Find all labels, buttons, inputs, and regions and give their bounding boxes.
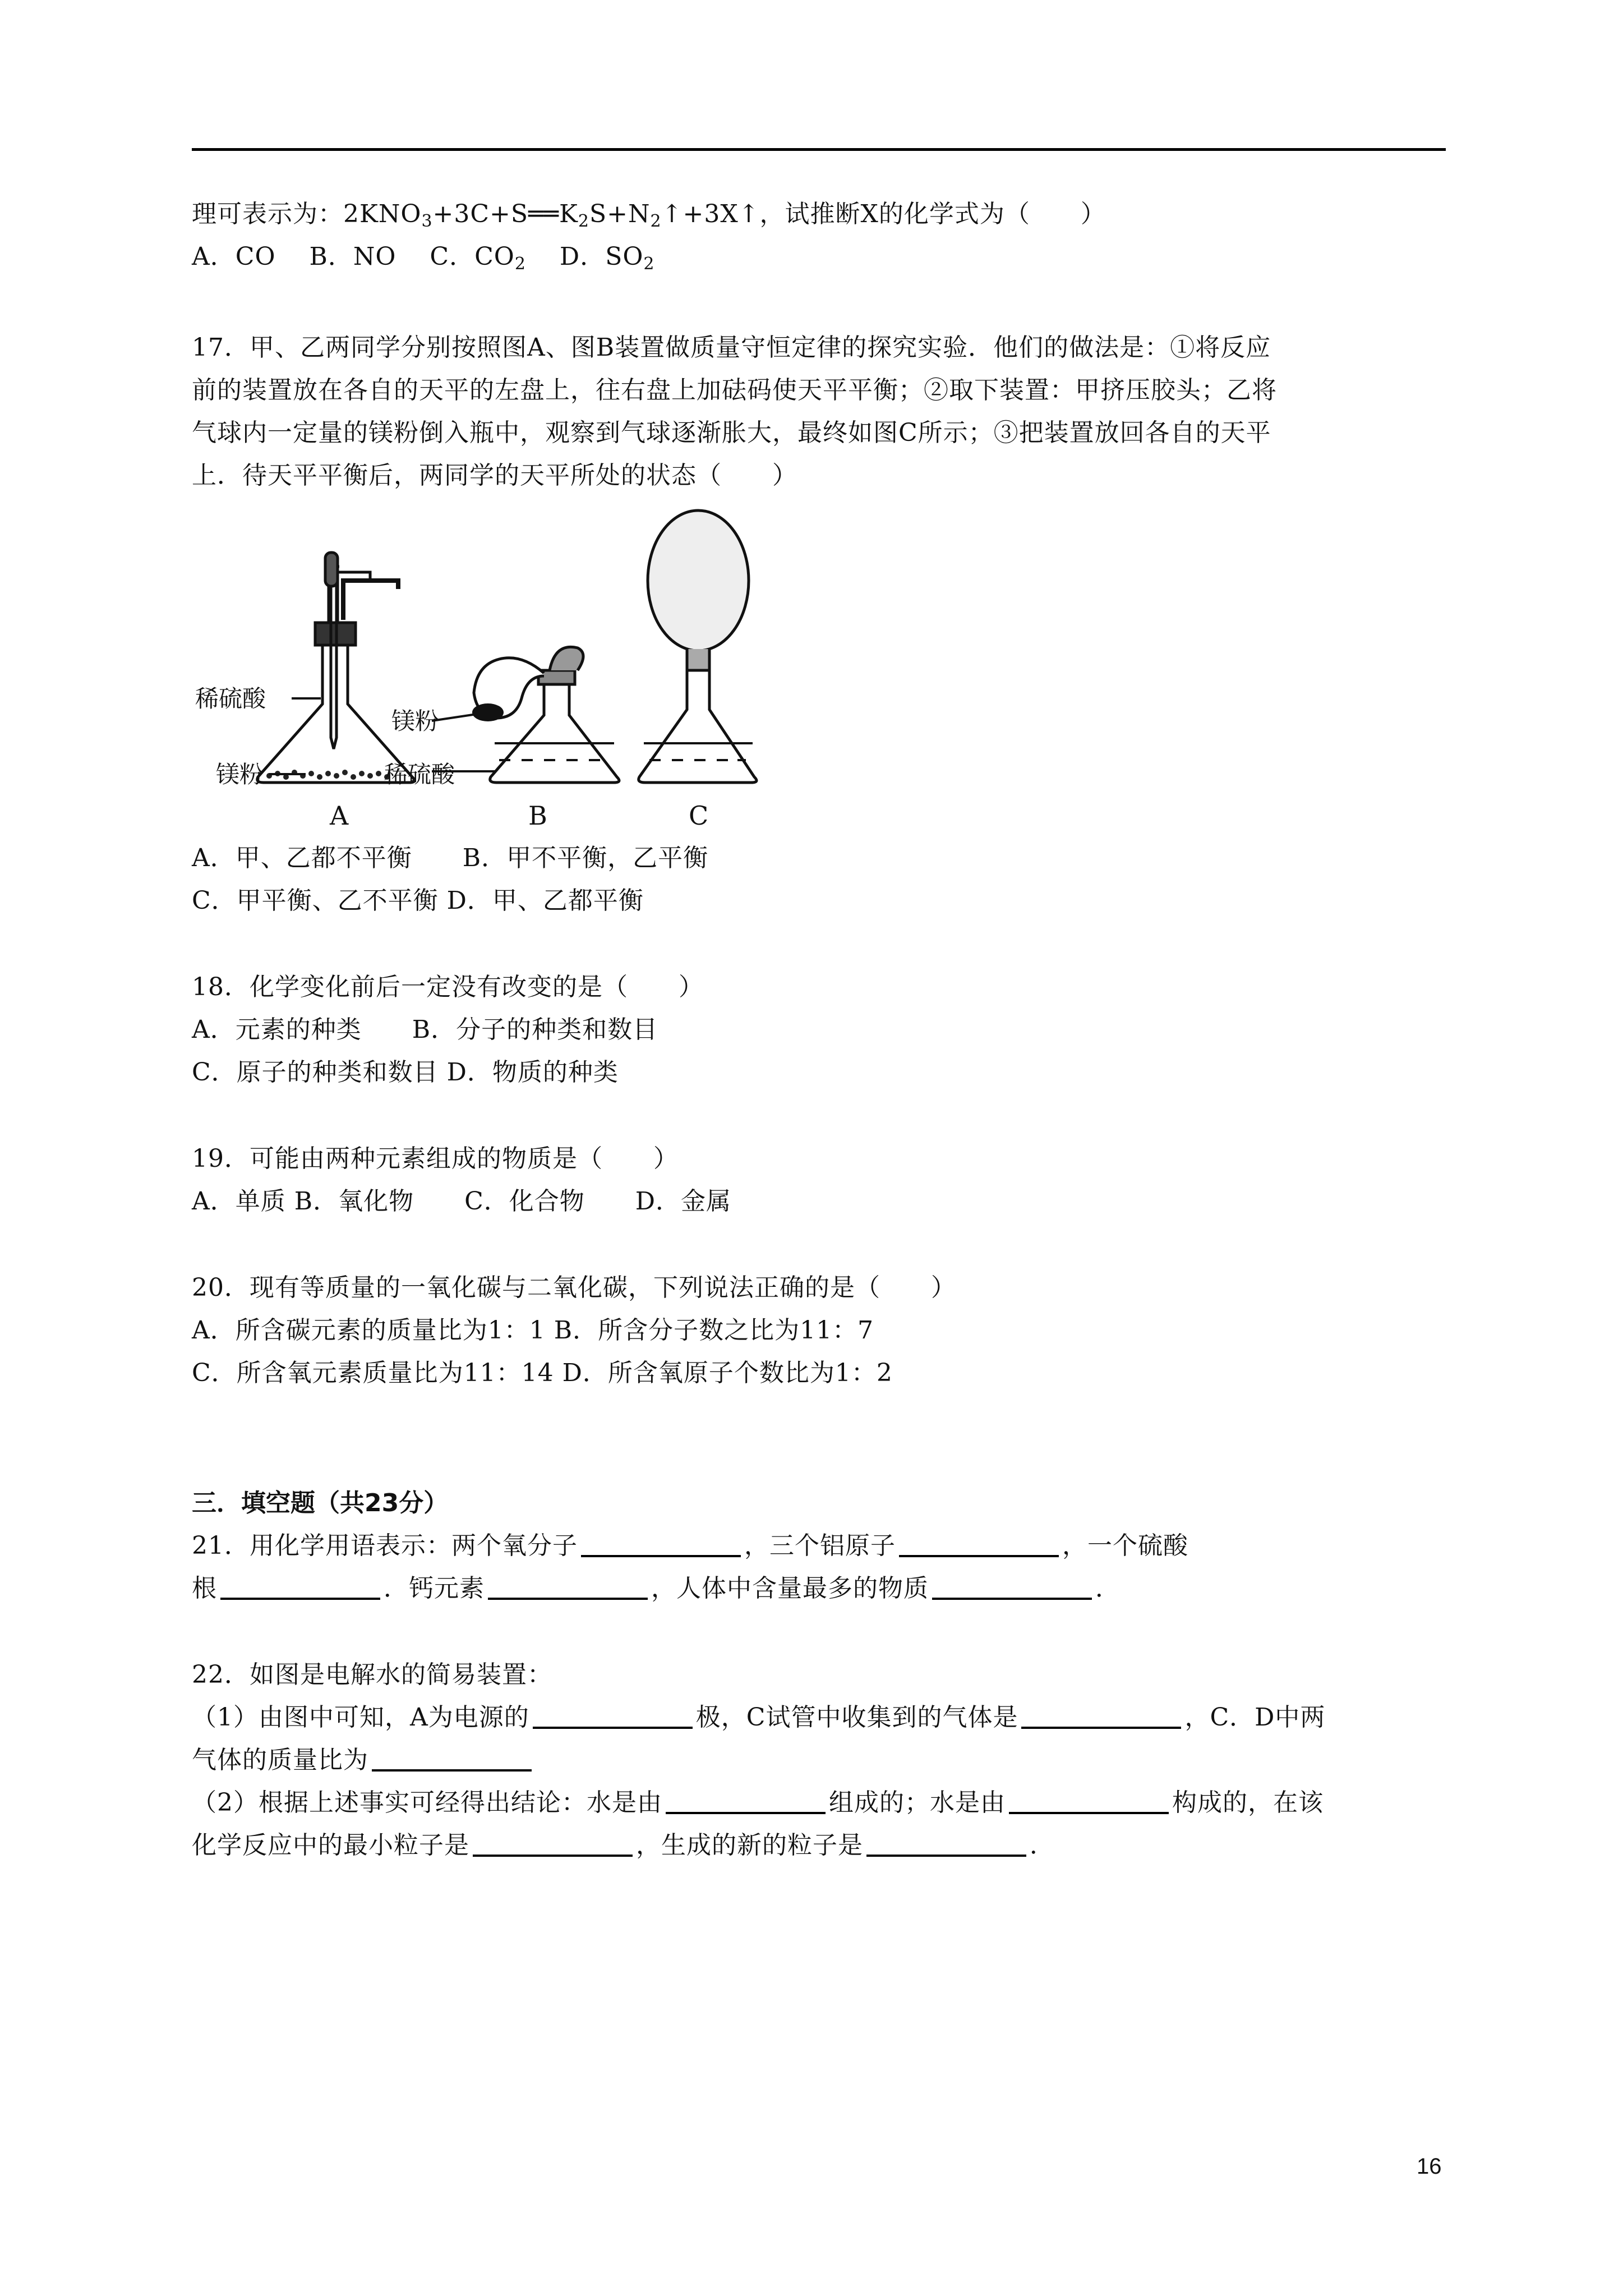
label-magnesium-powder-a: 镁粉 <box>216 761 264 788</box>
figure-caption-b: B <box>528 800 547 831</box>
q21-line-1: 21．用化学用语表示：两个氧分子 ，三个铝原子 ，一个硫酸 <box>192 1531 1188 1560</box>
q16-option-d: D．$SO_2$ <box>559 242 655 274</box>
figure-caption-a: A <box>330 800 349 831</box>
label-dilute-sulfuric-acid-a: 稀硫酸 <box>195 685 266 712</box>
q21-blank-1[interactable] <box>581 1555 741 1557</box>
q16-option-a: A．CO <box>192 242 276 271</box>
q16-equation-line: 理可表示为：$2KNO_3+3C+S══K_2S+N_2↑+3X↑$，试推断X的化学式为（ ） <box>192 200 1106 231</box>
q17-apparatus-figure <box>185 502 796 833</box>
q18-stem: 18．化学变化前后一定没有改变的是（ ） <box>192 973 704 1001</box>
q22-blank-7[interactable] <box>866 1855 1026 1857</box>
page-number: 16 <box>1417 2154 1442 2179</box>
q21-blank-5[interactable] <box>932 1598 1092 1600</box>
q22-sub1-line-2: 气体的质量比为 <box>192 1743 535 1777</box>
q22-stem: 22．如图是电解水的简易装置： <box>192 1660 552 1689</box>
q22-blank-6[interactable] <box>473 1855 633 1857</box>
q21-blank-3[interactable] <box>220 1598 380 1600</box>
flask-c-diagram <box>639 510 757 783</box>
q17-options-line-1: A．甲、乙都不平衡 B．甲不平衡，乙平衡 <box>192 844 709 872</box>
q17-options-line-2: C．甲平衡、乙不平衡 D．甲、乙都平衡 <box>192 886 644 915</box>
label-magnesium-powder-b: 镁粉 <box>391 707 439 735</box>
q21-blank-2[interactable] <box>899 1555 1059 1557</box>
q22-blank-5[interactable] <box>1009 1812 1169 1814</box>
q17-stem-line-2: 前的装置放在各自的天平的左盘上，往右盘上加砝码使天平平衡；②取下装置：甲挤压胶头；乙将 <box>192 376 1277 404</box>
q21-line-2: 根 ．钙元素 ，人体中含量最多的物质 ． <box>192 1574 1121 1603</box>
q17-stem-line-1: 17．甲、乙两同学分别按照图A、图B装置做质量守恒定律的探究实验．他们的做法是：①将反应 <box>192 333 1271 362</box>
q17-stem-line-3: 气球内一定量的镁粉倒入瓶中，观察到气球逐渐胀大，最终如图C所示；③把装置放回各自的天平 <box>192 418 1271 447</box>
flask-a-diagram <box>257 553 414 783</box>
label-dilute-sulfuric-acid-b: 稀硫酸 <box>384 761 455 788</box>
header-rule <box>192 148 1446 151</box>
q22-blank-3[interactable] <box>372 1769 532 1772</box>
q20-options-line-1: A．所含碳元素的质量比为1：1 B．所含分子数之比为11：7 <box>192 1316 874 1345</box>
flask-b-powder-in-balloon <box>472 703 504 721</box>
figure-caption-c: C <box>689 800 709 831</box>
q21-blank-4[interactable] <box>488 1598 648 1600</box>
q22-blank-4[interactable] <box>666 1812 826 1814</box>
q16-option-b: B．NO <box>309 242 396 271</box>
q18-options-line-1: A．元素的种类 B．分子的种类和数目 <box>192 1015 658 1044</box>
q22-blank-1[interactable] <box>533 1727 693 1729</box>
q20-stem: 20．现有等质量的一氧化碳与二氧化碳，下列说法正确的是（ ） <box>192 1273 956 1302</box>
q20-options-line-2: C．所含氧元素质量比为11：14 D．所含氧原子个数比为1：2 <box>192 1359 893 1387</box>
q16-option-c: C．$CO_2$ <box>430 242 526 274</box>
q22-sub2-line-2: 化学反应中的最小粒子是 ，生成的新的粒子是 ． <box>192 1831 1055 1860</box>
q22-blank-2[interactable] <box>1021 1727 1181 1729</box>
q19-stem: 19．可能由两种元素组成的物质是（ ） <box>192 1144 679 1173</box>
q18-options-line-2: C．原子的种类和数目 D．物质的种类 <box>192 1058 619 1087</box>
q22-sub2-line-1: （2）根据上述事实可经得出结论：水是由 组成的；水是由 构成的，在该 <box>192 1788 1324 1817</box>
q16-options <box>192 240 655 274</box>
section-3-title: 三．填空题（共23分） <box>192 1489 449 1517</box>
q17-stem-line-4: 上．待天平平衡后，两同学的天平所处的状态（ ） <box>192 461 797 490</box>
q22-sub1-line-1: （1）由图中可知，A为电源的 极，C试管中收集到的气体是 ，C．D中两 <box>192 1703 1326 1732</box>
q19-options: A．单质 B．氧化物 C．化合物 D．金属 <box>192 1187 732 1216</box>
